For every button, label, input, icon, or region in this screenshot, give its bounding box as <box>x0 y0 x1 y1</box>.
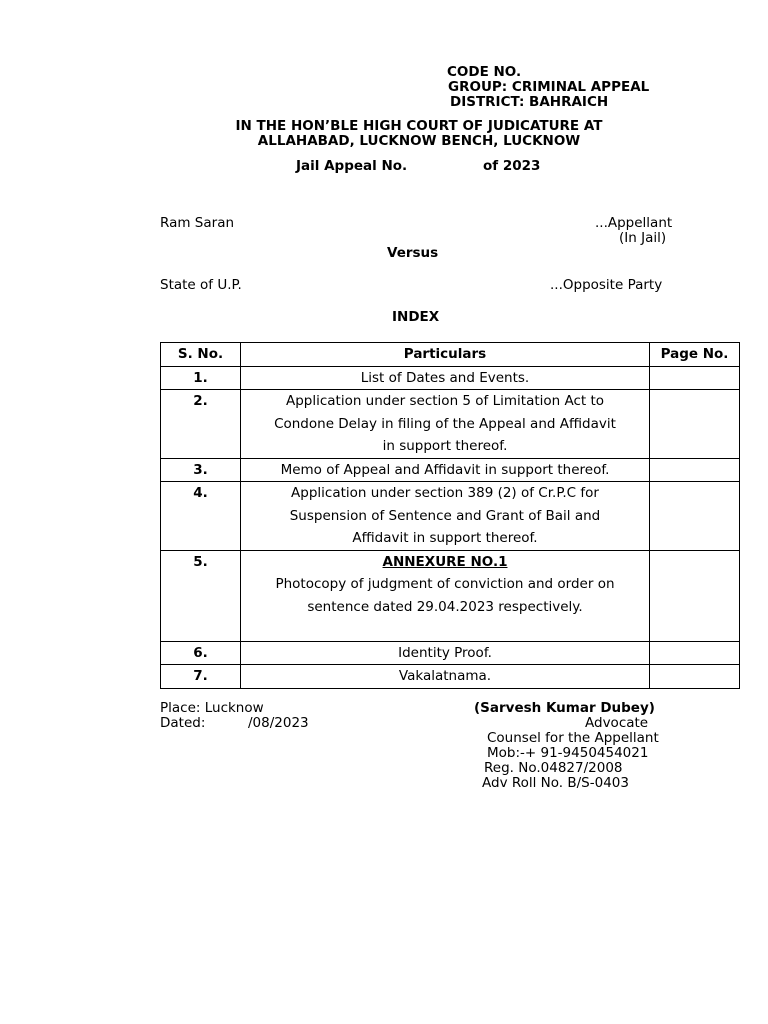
particulars-line: in support thereof. <box>382 438 508 454</box>
dated-value: /08/2023 <box>248 715 309 731</box>
respondent-name: State of U.P. <box>160 277 242 293</box>
row-particulars <box>241 366 650 390</box>
appeal-number-label: Jail Appeal No. <box>296 158 408 174</box>
advocate-title: Advocate <box>585 715 649 731</box>
registration-number: Reg. No.04827/2008 <box>484 760 623 776</box>
row-page-no <box>650 482 740 551</box>
table-row <box>161 641 740 665</box>
row-page-no <box>650 550 740 641</box>
district-label: DISTRICT: BAHRAICH <box>450 94 609 110</box>
code-no: CODE NO. <box>447 64 522 80</box>
table-row <box>161 458 740 482</box>
particulars-line: Suspension of Sentence and Grant of Bail and <box>289 507 601 524</box>
court-title-line2: ALLAHABAD, LUCKNOW BENCH, LUCKNOW <box>257 133 581 149</box>
particulars-line: Affidavit in support thereof. <box>352 530 538 546</box>
respondent-role: ...Opposite Party <box>550 277 663 293</box>
versus-label: Versus <box>387 245 439 261</box>
index-table <box>160 342 740 689</box>
row-particulars <box>241 641 650 665</box>
particulars-line: Photocopy of judgment of conviction and order on <box>275 576 615 592</box>
group-label: GROUP: CRIMINAL APPEAL <box>448 79 650 95</box>
counsel-label: Counsel for the Appellant <box>487 730 659 746</box>
court-title-line1: IN THE HON’BLE HIGH COURT OF JUDICATURE AT <box>235 118 603 134</box>
mobile-number: Mob:-+ 91-9450454021 <box>487 745 649 761</box>
appellant-role: ...Appellant <box>595 215 673 231</box>
row-particulars <box>241 390 650 459</box>
appellant-status: (In Jail) <box>619 230 667 246</box>
table-row <box>161 366 740 390</box>
court-title <box>160 119 678 149</box>
row-sno: 6. <box>161 641 241 665</box>
column-header-sno: S. No. <box>161 343 241 367</box>
row-page-no <box>650 390 740 459</box>
particulars-line: Identity Proof. <box>398 644 492 661</box>
particulars-line: Condone Delay in filing of the Appeal and Affidavit <box>274 415 616 432</box>
row-page-no <box>650 665 740 689</box>
column-header-page: Page No. <box>650 343 740 367</box>
particulars-line: Application under section 5 of Limitation Act to <box>285 393 605 409</box>
table-row <box>161 665 740 689</box>
row-sno: 4. <box>161 482 241 551</box>
row-particulars <box>241 458 650 482</box>
table-row <box>161 482 740 551</box>
particulars-line: Vakalatnama. <box>398 668 492 684</box>
appellant-name: Ram Saran <box>160 215 235 231</box>
index-title: INDEX <box>392 309 440 325</box>
particulars-line: List of Dates and Events. <box>360 369 530 386</box>
index-header-row <box>161 343 740 367</box>
row-page-no <box>650 458 740 482</box>
particulars-line: sentence dated 29.04.2023 respectively. <box>307 598 583 615</box>
row-particulars <box>241 665 650 689</box>
row-page-no <box>650 641 740 665</box>
row-sno: 7. <box>161 665 241 689</box>
column-header-particulars: Particulars <box>241 343 650 367</box>
advocate-name: (Sarvesh Kumar Dubey) <box>474 700 655 716</box>
row-sno: 2. <box>161 390 241 459</box>
row-page-no <box>650 366 740 390</box>
dated-label: Dated: <box>160 715 206 731</box>
row-sno: 3. <box>161 458 241 482</box>
particulars-line: Application under section 389 (2) of Cr.P.C for <box>291 485 599 501</box>
appeal-year: of 2023 <box>483 158 541 174</box>
row-particulars <box>241 482 650 551</box>
annexure-heading: ANNEXURE NO.1 <box>382 553 508 570</box>
advocate-roll-number: Adv Roll No. B/S-0403 <box>482 775 629 791</box>
table-row <box>161 550 740 641</box>
row-sno: 1. <box>161 366 241 390</box>
row-sno: 5. <box>161 550 241 641</box>
particulars-line: Memo of Appeal and Affidavit in support thereof. <box>280 461 610 478</box>
place-label: Place: Lucknow <box>160 700 264 716</box>
row-particulars <box>241 550 650 641</box>
table-row <box>161 390 740 459</box>
